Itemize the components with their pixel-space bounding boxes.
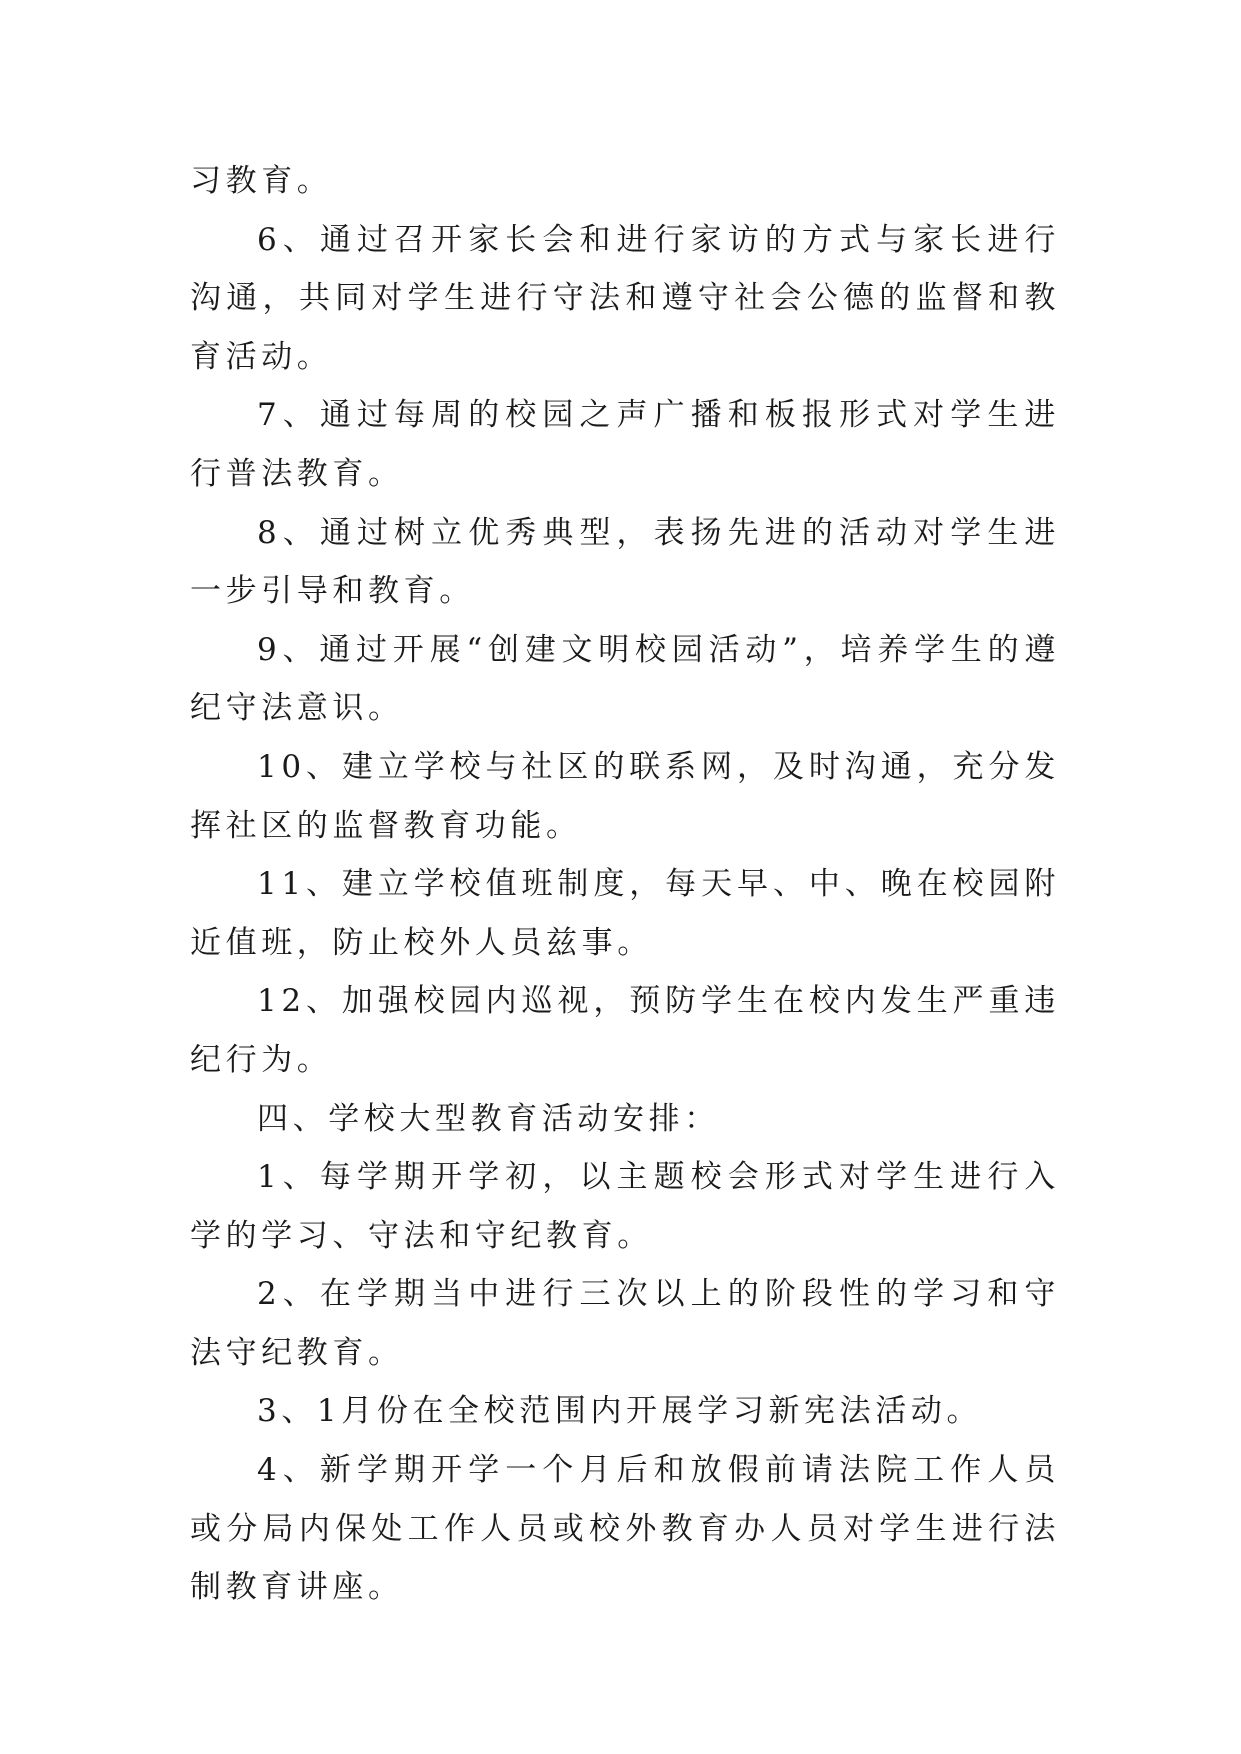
paragraph-item-6: 6、通过召开家长会和进行家访的方式与家长进行沟通，共同对学生进行守法和遵守社会公德的监督和教育活动。 bbox=[190, 221, 1060, 375]
paragraph-item-12: 12、加强校园内巡视，预防学生在校内发生严重违纪行为。 bbox=[190, 983, 1060, 1078]
activity-item-2: 2、在学期当中进行三次以上的阶段性的学习和守法守纪教育。 bbox=[190, 1276, 1060, 1371]
paragraph-item-9: 9、通过开展“创建文明校园活动”，培养学生的遵纪守法意识。 bbox=[190, 631, 1060, 727]
document-body bbox=[190, 152, 1060, 1617]
paragraph-item-10: 10、建立学校与社区的联系网，及时沟通，充分发挥社区的监督教育功能。 bbox=[190, 748, 1060, 844]
activity-item-3: 3、1月份在全校范围内开展学习新宪法活动。 bbox=[257, 1393, 983, 1430]
activity-item-4: 4、新学期开学一个月后和放假前请法院工作人员或分局内保处工作人员或校外教育办人员对学生进行法制教育讲座。 bbox=[190, 1452, 1060, 1606]
paragraph-item-11: 11、建立学校值班制度，每天早、中、晚在校园附近值班，防止校外人员兹事。 bbox=[190, 866, 1060, 961]
paragraph-item-7: 7、通过每周的校园之声广播和板报形式对学生进行普法教育。 bbox=[190, 397, 1060, 492]
activity-item-1: 1、每学期开学初，以主题校会形式对学生进行入学的学习、守法和守纪教育。 bbox=[190, 1159, 1060, 1254]
paragraph-continuation: 习教育。 bbox=[190, 163, 333, 199]
paragraph-item-8: 8、通过树立优秀典型，表扬先进的活动对学生进一步引导和教育。 bbox=[190, 514, 1060, 610]
section-heading-four: 四、学校大型教育活动安排： bbox=[257, 1100, 720, 1137]
